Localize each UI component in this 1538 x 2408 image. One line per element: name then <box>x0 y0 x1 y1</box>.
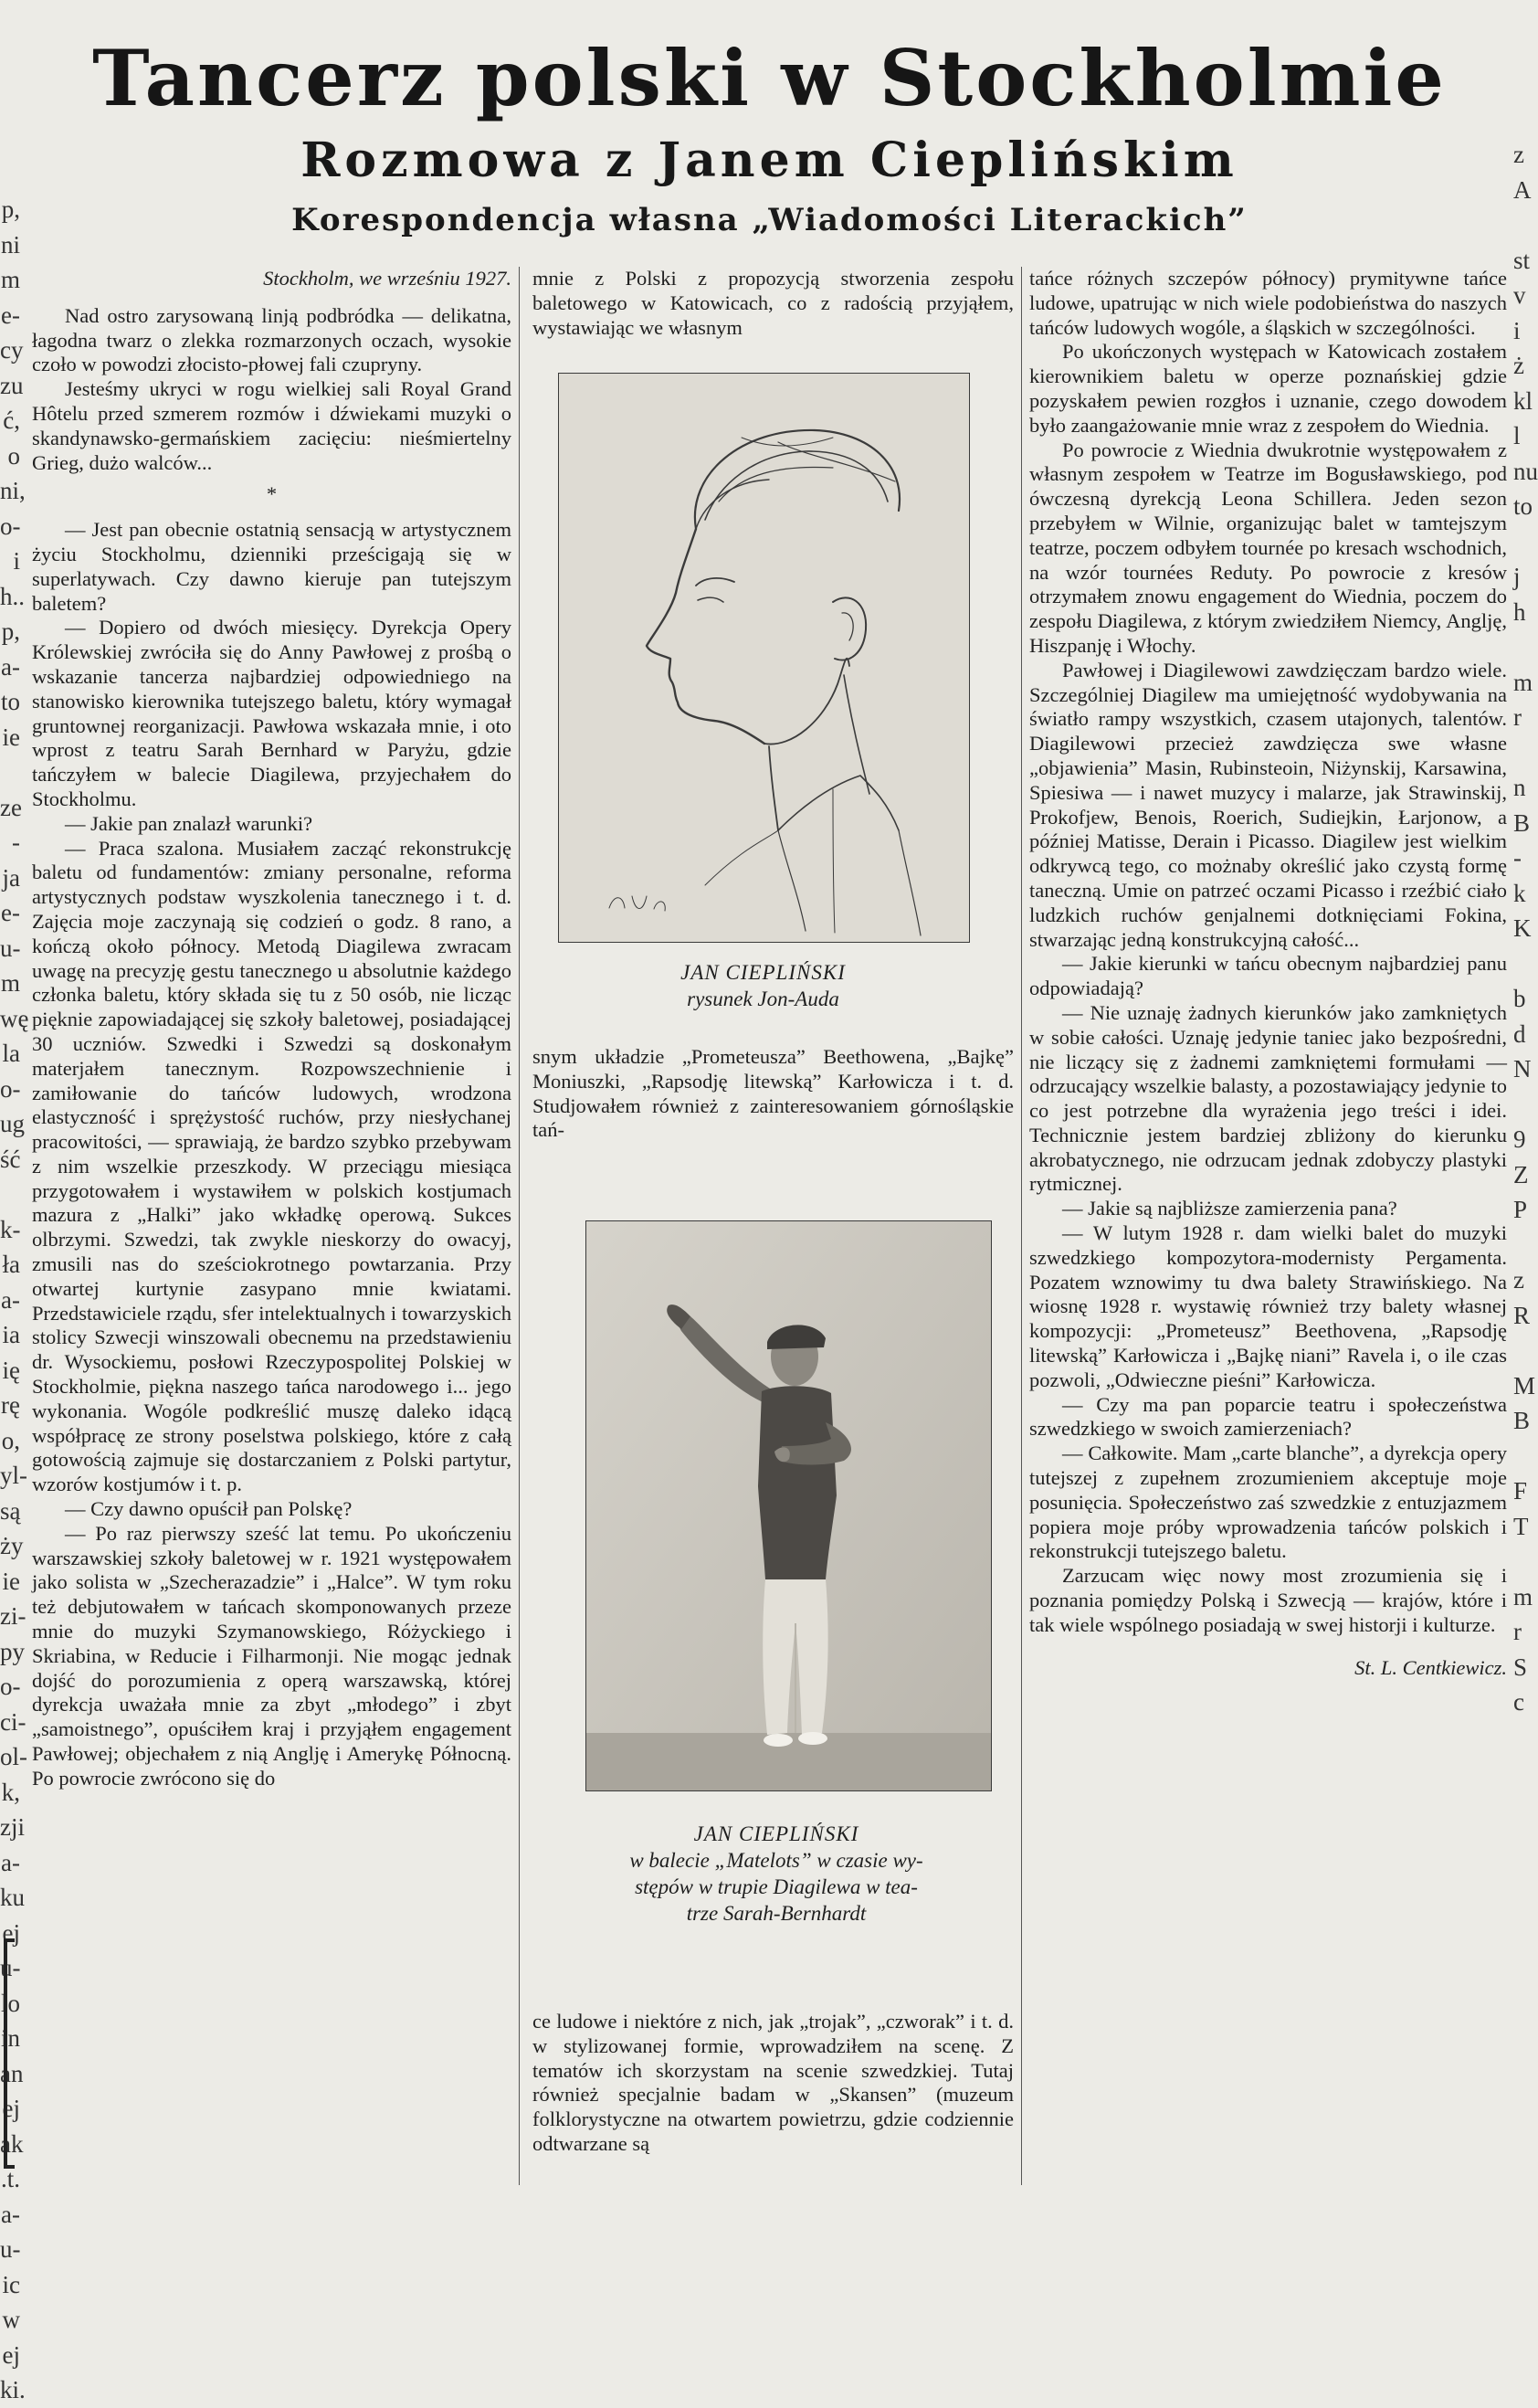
paragraph: — Praca szalona. Musiałem zacząć rekonstrukcję baletu od fundamentów: zmiany personalne, reforma artystycznych podstaw wyszkolenia tanecznego i t. d. Zajęcia moje zaczynają się codzień o godz. 8 rano, a kończą około północy. Metodą Diagilewa zwracam uwagę na precyzję gestu tanecznego u absolutnie każdego członka baletu, który składa się tu z 50 osób, nie licząc pięknie zapowiadającej się szkoły baletowej, posiadającej 30 uczniów. Szwedki i Szwedzi są doskonałym materjałem tanecznym. Rozpowszechnienie i zamiłowanie do tańców ludowych, wrodzona elastyczność i sprężystość ruchów, przy niesłychanej pracowitości, — sprawiają, że bardzo szybko przebywam z nim wszelkie przeszkody. W przeciągu miesiąca przygotowałem i wystawiłem w polskich kostjumach mazura z „Halki” jako wkładkę operową. Sukces olbrzymi. Szwedzi, tak zwykle nieskorzy do owacyj, zmusili nas do sześciokrotnego powtarzania. Przy otwartej kurtynie zasypano mnie kwiatami. Przedstawiciele rządu, sfer intelektualnych i towarzyskich stolicy Szwecji winszowali obecnemu na przedstawieniu dr. Wysockiemu, posłowi Rzeczypospolitej Polskiej w Stockholmie, piękna naszego tańca narodowego i... jego wykonania. Wogóle podkreślić muszę daleko idącą współpracę ze strony poselstwa polskiego, które z całą gotowością zajmuje się dostarczaniem z Polski partytur, wzorów kostjumów i t. p. <box>32 836 511 1496</box>
portrait-sketch-image <box>558 373 970 943</box>
paragraph: Zarzucam więc nowy most zrozumienia się i poznania pomiędzy Polską i Szwecją — krajów, które i tak wiele wspólnego posiadają w swej historji i kulturze. <box>1029 1564 1507 1636</box>
paragraph: — Czy dawno opuścił pan Polskę? <box>65 1497 353 1521</box>
article <box>32 0 1507 2196</box>
caption-line: stępów w trupie Diagilewa w tea- <box>635 1875 918 1898</box>
paragraph: Jesteśmy ukryci w rogu wielkiej sali Royal Grand Hôtelu przed szmerem rozmów i dźwiekami muzyki o skandynawsko-germańskiem zacięciu: nieśmiertelny Grieg, dużo walców... <box>32 377 511 474</box>
paragraph: — Całkowite. Mam „carte blanche”, a dyrekcja opery tutejszej z zupełnem zrozumieniem akceptuje moje posunięcia. Społeczeństwo zaś szwedzkie z entuzjazmem popiera moje próby wprowadzenia tańców polskich i rekonstrukcji tutejszego baletu. <box>1029 1442 1507 1563</box>
column-3 <box>1029 267 1507 1680</box>
column-2-top <box>532 267 1014 340</box>
paragraph: — Jakie kierunki w tańcu obecnym najbardziej panu odpowiadają? <box>1029 952 1507 1000</box>
caption-credit: rysunek Jon-Auda <box>687 987 839 1010</box>
dancer-photograph <box>585 1220 992 1791</box>
column-2-middle <box>532 1045 1014 1143</box>
article-subtitle: Rozmowa z Janem Cieplińskim <box>300 132 1238 188</box>
paragraph: — W lutym 1928 r. dam wielki balet do muzyki szwedzkiego kompozytora-modernisty Pergamenta. Pozatem wznowimy tu dwa balety Strawińskiego. Na wiosnę 1928 r. wystawię również trzy balety własnej kompozycji: „Prometeusz” Beethovena, „Rapsodję litewską” Karłowicza i „Bajkę niani” Ravela i, o ile czas pozwoli, „Odwieczne pieśni” Karłowicza. <box>1029 1221 1507 1391</box>
paragraph: Po ukończonych występach w Katowicach zostałem kierownikiem baletu w operze poznańskiej gdzie pozyskałem pewien rozgłos i uznanie, czego dowodem było zaangażowanie mnie wraz z zespołem do Wiednia. <box>1029 340 1507 437</box>
section-star: * <box>266 482 278 506</box>
column-2-bottom <box>532 2010 1014 2157</box>
column-rule-2 <box>1021 267 1022 2185</box>
column-1 <box>32 267 511 1791</box>
author-signature: St. L. Centkiewicz. <box>1354 1655 1507 1679</box>
portrait-caption <box>558 959 968 1012</box>
adjacent-column-fragment-right: z A st v i ż kl l nu to j h m r n B - k K b d N 9 Z P z R M B F T m r S c <box>1513 141 1538 1716</box>
paragraph: — Po raz pierwszy sześć lat temu. Po ukończeniu warszawskiej szkoły baletowej w r. 1921 występowałem jako solista w „Szecherazadzie” i „Halce”. W tym roku też debjutowałem w tańcach skomponowanych przeze mnie do muzyki Szymanowskiego, Różyckiego i Skriabina, w Reducie i Filharmonji. Nie mogąc jednak dojść do porozumienia z operą warszawską, której dyrekcja uważała mnie za zbyt „młodego” i zbyt „samoistnego”, opuściłem kraj i przyjąłem engagement Pawłowej; objechałem z nią Anglję i Amerykę Północną. Po powrocie zwrócono się do <box>32 1521 511 1790</box>
dancer-photo-image <box>586 1221 991 1790</box>
caption-name: JAN CIEPLIŃSKI <box>680 961 846 984</box>
paragraph: ce ludowe i niektóre z nich, jak „trojak”, „czworak” i t. d. w stylizowanej formie, wprowadziłem na scenę. Z tematów ich skorzystam na scenie szwedzkiej. Tutaj również specjalnie badam w „Skansen” (muzeum folklorystyczne na otwartem powietrzu, gdzie codziennie odtwarzane są <box>532 2010 1014 2155</box>
paragraph: — Dopiero od dwóch miesięcy. Dyrekcja Opery Królewskiej zwróciła się do Anny Pawłowej z prośbą o wskazanie tancerza najbardziej odpowiedniego na stanowisko kierownika tutejszego baletu, który wymagał gruntownej reorganizacji. Pawłowa wskazała mnie, i oto wprost z teatru Sarah Bernhard w Paryżu, gdzie tańczyłem w balecie Diagilewa, przyjechałem do Stockholmu. <box>32 616 511 810</box>
dancer-caption <box>543 1821 1009 1927</box>
caption-name: JAN CIEPLIŃSKI <box>693 1822 859 1845</box>
paragraph: — Nie uznaję żadnych kierunków jako zamkniętych w sobie całości. Uznaję jedynie taniec jako bezpośredni, nie liczący się z żadnemi zamkniętemi formułami — odrzucający wszelkie balasty, a pozostawiający jedynie to co jest potrzebne dla wyrażenia jego treści i idei. Technicznie jestem bardziej zbliżony do kierunku akrobatycznego, nie odrzucam jednak zdobyczy plastyki rytmicznej. <box>1029 1000 1507 1196</box>
paragraph: tańce różnych szczepów północy) prymitywne tańce ludowe, upatrując w nich wiele podobieństwa do naszych tańców ludowych wogóle, a śląskich w szczególności. <box>1029 267 1507 339</box>
article-title: Tancerz polski w Stockholmie <box>92 33 1447 123</box>
portrait-sketch-drawing <box>559 374 969 942</box>
paragraph: Nad ostro zarysowaną linją podbródka — delikatna, łagodna twarz o zlekka rozmarzonych oczach, wysokie czoło w powodzi złocisto-płowej fali czupryny. <box>32 303 511 376</box>
paragraph: snym układzie „Prometeusza” Beethowena, „Bajkę” Moniuszki, „Rapsodję litewską” Karłowicza i t. d. Studjowałem również z zainteresowaniem górnośląskie tań- <box>532 1045 1014 1142</box>
caption-line: trze Sarah-Bernhardt <box>686 1902 867 1925</box>
column-rule-1 <box>519 267 520 2185</box>
adjacent-column-fragment-left: p, ni m e- cy zu ć, o ni, o- i h.. p, a- to ie ze - ja e- u- m wę la o- ug ść k- ła a- ia ię rę o, yl- są ży ie zi- py o- ci- ol- k, zji a- ku ej u- lo in an ej ak .t. a- u- ic w ej ki. <box>0 195 29 2403</box>
paragraph: — Jakie są najbliższe zamierzenia pana? <box>1062 1197 1397 1220</box>
article-kicker: Korespondencja własna „Wiadomości Literackich” <box>291 202 1248 238</box>
paragraph: — Jakie pan znalazł warunki? <box>65 811 313 835</box>
paragraph: — Czy ma pan poparcie teatru i społeczeństwa szwedzkiego w swoich zamierzeniach? <box>1029 1392 1507 1441</box>
paragraph: Po powrocie z Wiednia dwukrotnie występowałem z własnym zespołem w Teatrze im Bogusławskiego, pod ówczesną dyrekcją Leona Schillera. Jeden sezon przebyłem w Wilnie, organizując balet w tamtejszym teatrze, poczem odbyłem tournée po kresach wschodnich, na wzór tournées Reduty. Po powrocie z kresów otrzymałem znowu engagement do Wiednia, poczem do zespołu Diagilewa, z którym zwiedziłem Niemcy, Anglję, Hiszpanję i Włochy. <box>1029 438 1507 657</box>
dateline: Stockholm, we wrześniu 1927. <box>263 267 511 290</box>
paragraph: Pawłowej i Diagilewowi zawdzięczam bardzo wiele. Szczególniej Diagilew ma umiejętność wydobywania na światło rampy wszystkich, czasem utajonych, talentów. Diagilewowi przecież zawdzięcza swe własne „objawienia” Masin, Rubinsteoin, Niżynskij, Karsawina, Spiesiwa — i nawet muzycy i malarze, jak Strawinskij, Prokofjew, Benois, Roerich, Sudiejkin, Łarjonow, a później Matisse, Derain i Picasso. Diagilew jest wielkim odkrywcą tego, co możnaby określić jako czystą formę taneczną. Umie on patrzeć oczami Picasso i rzeźbić ciało ludzkich ruchów genjalnemi dotknięciami Fokina, stwarzając jedną konstrukcyjną całość... <box>1029 658 1507 951</box>
caption-line: w balecie „Matelots” w czasie wy- <box>629 1849 923 1872</box>
paragraph: mnie z Polski z propozycją stworzenia zespołu baletowego w Katowicach, co z radością przyjąłem, wystawiając we własnym <box>532 267 1014 339</box>
paragraph: — Jest pan obecnie ostatnią sensacją w artystycznem życiu Stockholmu, dzienniki prześcigają się w superlatywach. Czy dawno kieruje pan tutejszym baletem? <box>32 518 511 615</box>
left-margin-bracket <box>4 1938 15 2169</box>
